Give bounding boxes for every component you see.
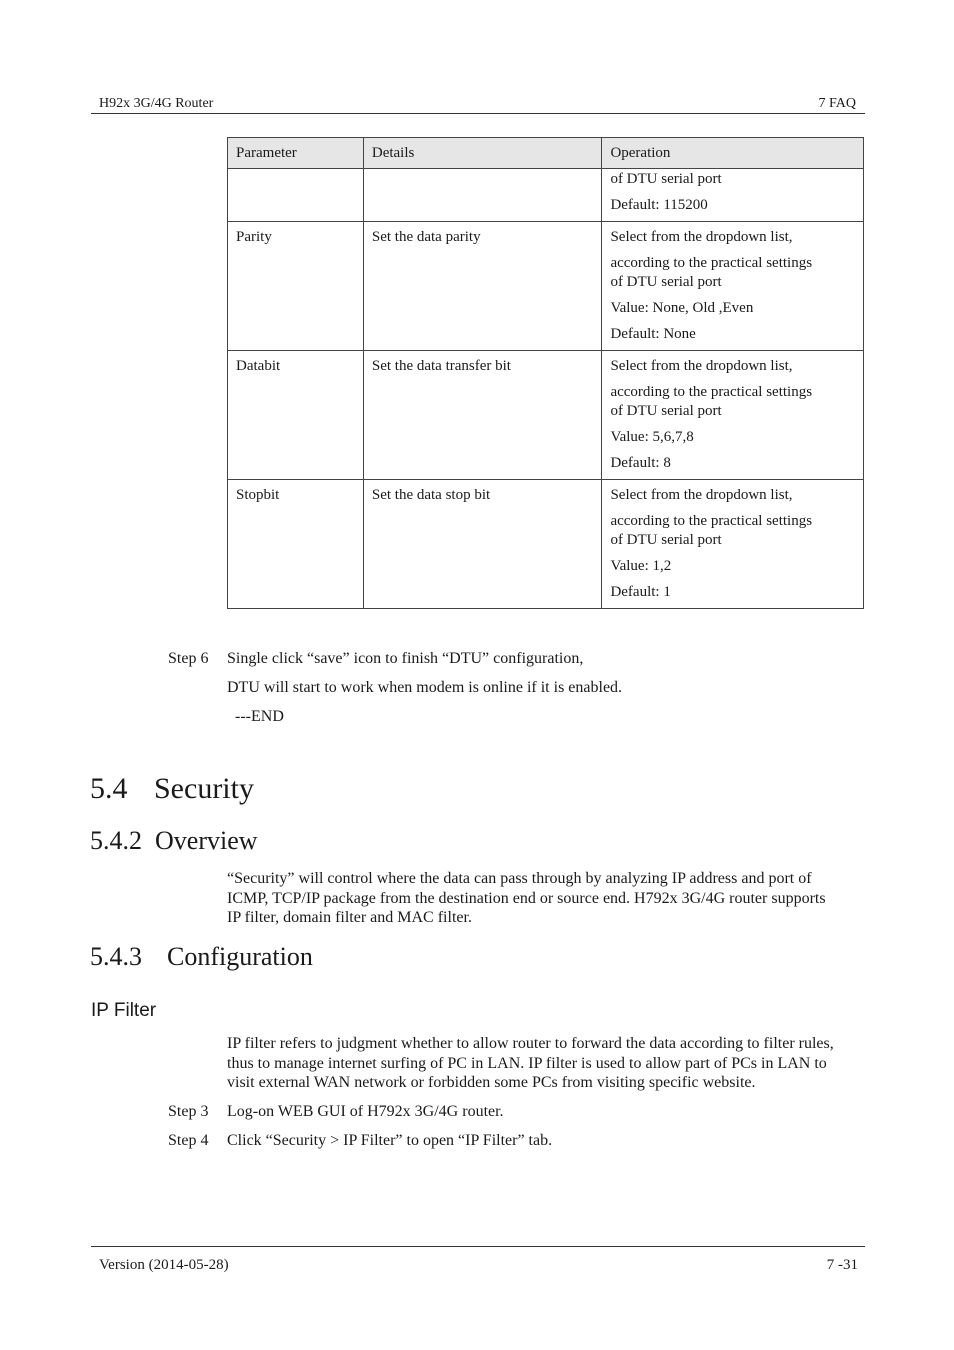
end-marker: ---END — [235, 708, 284, 725]
table-header-row — [228, 138, 864, 169]
section-number: 5.4 — [90, 772, 128, 805]
step-3-text: Log-on WEB GUI of H792x 3G/4G router. — [227, 1103, 504, 1120]
operation-line: according to the practical settings — [610, 255, 813, 271]
operation-line: of DTU serial port — [610, 274, 722, 290]
cell-details — [363, 169, 602, 222]
header-chapter: 7 FAQ — [818, 96, 856, 111]
cell-details: Set the data parity — [363, 222, 602, 351]
cell-operation — [602, 222, 864, 351]
header-doc-title: H92x 3G/4G Router — [99, 96, 214, 111]
column-header-details: Details — [363, 138, 602, 169]
cell-operation — [602, 480, 864, 609]
cell-operation — [602, 169, 864, 222]
operation-line: Select from the dropdown list, — [610, 229, 793, 245]
operation-line: of DTU serial port — [610, 171, 722, 187]
subsection-number: 5.4.3 — [90, 942, 142, 971]
operation-line: Default: 115200 — [610, 197, 708, 213]
operation-line: Value: None, Old ,Even — [610, 300, 754, 316]
paragraph-line: IP filter refers to judgment whether to allow router to forward the data according to filter rules, — [227, 1035, 834, 1052]
parameter-table — [227, 137, 864, 609]
cell-parameter: Parity — [228, 222, 364, 351]
header-divider — [91, 113, 865, 114]
column-header-parameter: Parameter — [228, 138, 364, 169]
ip-filter-paragraph — [227, 1034, 877, 1093]
paragraph-line: ICMP, TCP/IP package from the destination end or source end. H792x 3G/4G router supports — [227, 889, 826, 907]
paragraph-line: visit external WAN network or forbidden some PCs from visiting specific website. — [227, 1074, 756, 1091]
overview-paragraph — [227, 869, 867, 928]
operation-line: Value: 1,2 — [610, 558, 672, 574]
paragraph-line: IP filter, domain filter and MAC filter. — [227, 909, 472, 926]
operation-line: Default: None — [610, 326, 696, 342]
step-6-text: Single click “save” icon to finish “DTU” configuration, — [227, 650, 584, 667]
table-row — [228, 351, 864, 480]
footer-divider — [91, 1246, 865, 1247]
cell-operation — [602, 351, 864, 480]
subsection-number: 5.4.2 — [90, 826, 142, 855]
step-6-continuation: DTU will start to work when modem is online if it is enabled. — [227, 679, 623, 696]
cell-parameter: Stopbit — [228, 480, 364, 609]
paragraph-line: “Security” will control where the data can pass through by analyzing IP address and port of — [227, 870, 812, 887]
operation-line: Default: 8 — [610, 455, 671, 471]
subsection-heading-overview — [90, 826, 258, 856]
operation-line: Select from the dropdown list, — [610, 358, 793, 374]
cell-details: Set the data transfer bit — [363, 351, 602, 480]
operation-line: Value: 5,6,7,8 — [610, 429, 694, 445]
footer-page-number: 7 -31 — [826, 1257, 858, 1273]
step-6-label: Step 6 — [168, 650, 209, 667]
operation-line: of DTU serial port — [610, 532, 722, 548]
operation-line: according to the practical settings — [610, 513, 813, 529]
column-header-operation: Operation — [602, 138, 864, 169]
operation-line: Default: 1 — [610, 584, 671, 600]
table-row — [228, 480, 864, 609]
heading-ip-filter: IP Filter — [91, 1000, 157, 1021]
footer-version: Version (2014-05-28) — [99, 1257, 229, 1273]
subsection-heading-configuration — [90, 942, 313, 972]
table-row — [228, 169, 864, 222]
step-3-label: Step 3 — [168, 1103, 209, 1120]
subsection-title: Overview — [155, 826, 258, 855]
subsection-title: Configuration — [167, 942, 313, 971]
step-4-text: Click “Security > IP Filter” to open “IP Filter” tab. — [227, 1132, 553, 1149]
operation-line: of DTU serial port — [610, 403, 722, 419]
cell-parameter — [228, 169, 364, 222]
cell-parameter: Databit — [228, 351, 364, 480]
table-row — [228, 222, 864, 351]
cell-details: Set the data stop bit — [363, 480, 602, 609]
operation-line: Select from the dropdown list, — [610, 487, 793, 503]
paragraph-line: thus to manage internet surfing of PC in LAN. IP filter is used to allow part of PCs in LAN to — [227, 1054, 827, 1072]
operation-line: according to the practical settings — [610, 384, 813, 400]
section-heading-security — [90, 772, 254, 806]
section-title: Security — [154, 772, 254, 805]
step-4-label: Step 4 — [168, 1132, 209, 1149]
